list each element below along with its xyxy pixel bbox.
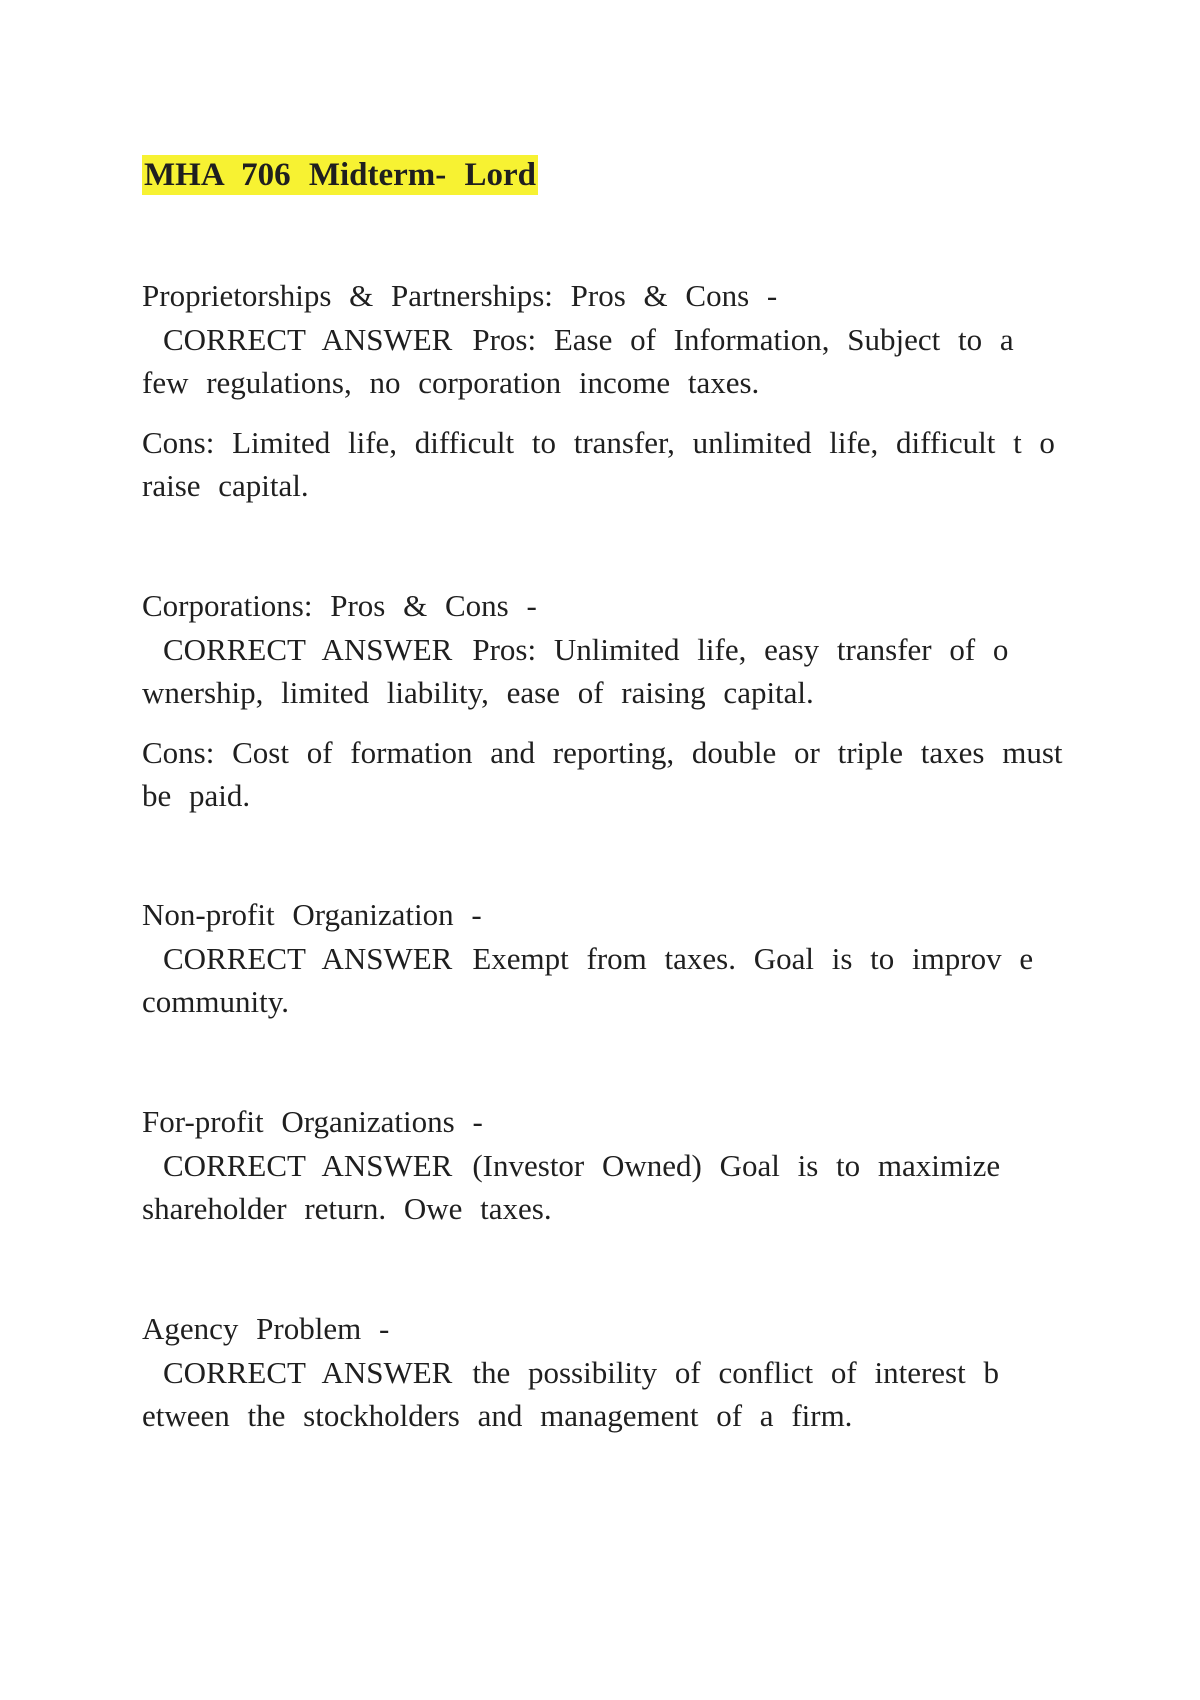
correct-answer-label: CORRECT ANSWER xyxy=(163,321,453,357)
answer-continuation: Cons: Limited life, difficult to transfer, unlimited life, difficult t o raise capital. xyxy=(142,424,1055,503)
question: Non-profit Organization - xyxy=(142,897,482,932)
title-highlight: MHA 706 Midterm- Lord xyxy=(144,157,537,193)
question: Proprietorships & Partnerships: Pros & Cons - xyxy=(142,278,778,313)
answer-text: Pros: Ease of Information, Subject to a few regulations, no corporation income taxes. xyxy=(142,321,1014,400)
qa-entry-for-profit xyxy=(142,1100,1072,1231)
answer xyxy=(142,1351,1072,1438)
answer-continuation: Cons: Cost of formation and reporting, double or triple taxes must be paid. xyxy=(142,734,1063,813)
correct-answer-label: CORRECT ANSWER xyxy=(163,940,453,976)
document-title xyxy=(142,155,538,195)
correct-answer-label: CORRECT ANSWER xyxy=(163,631,453,667)
answer xyxy=(142,1144,1072,1231)
question: Agency Problem - xyxy=(142,1311,390,1346)
answer xyxy=(142,318,1072,405)
question: Corporations: Pros & Cons - xyxy=(142,588,537,623)
qa-entry-proprietorships xyxy=(142,274,1072,508)
answer-text: (Investor Owned) Goal is to maximize shareholder return. Owe taxes. xyxy=(142,1147,1001,1226)
answer xyxy=(142,628,1072,715)
answer-text: Pros: Unlimited life, easy transfer of o wnership, limited liability, ease of raising capital. xyxy=(142,631,1009,710)
qa-entry-corporations xyxy=(142,584,1072,818)
answer-text: the possibility of conflict of interest b etween the stockholders and management of a firm. xyxy=(142,1354,999,1433)
correct-answer-label: CORRECT ANSWER xyxy=(163,1354,453,1390)
correct-answer-label: CORRECT ANSWER xyxy=(163,1147,453,1183)
question: For-profit Organizations - xyxy=(142,1104,483,1139)
qa-entry-agency-problem xyxy=(142,1307,1072,1438)
qa-entry-non-profit xyxy=(142,893,1072,1024)
answer-text: Exempt from taxes. Goal is to improv e community. xyxy=(142,940,1034,1019)
answer xyxy=(142,937,1072,1024)
